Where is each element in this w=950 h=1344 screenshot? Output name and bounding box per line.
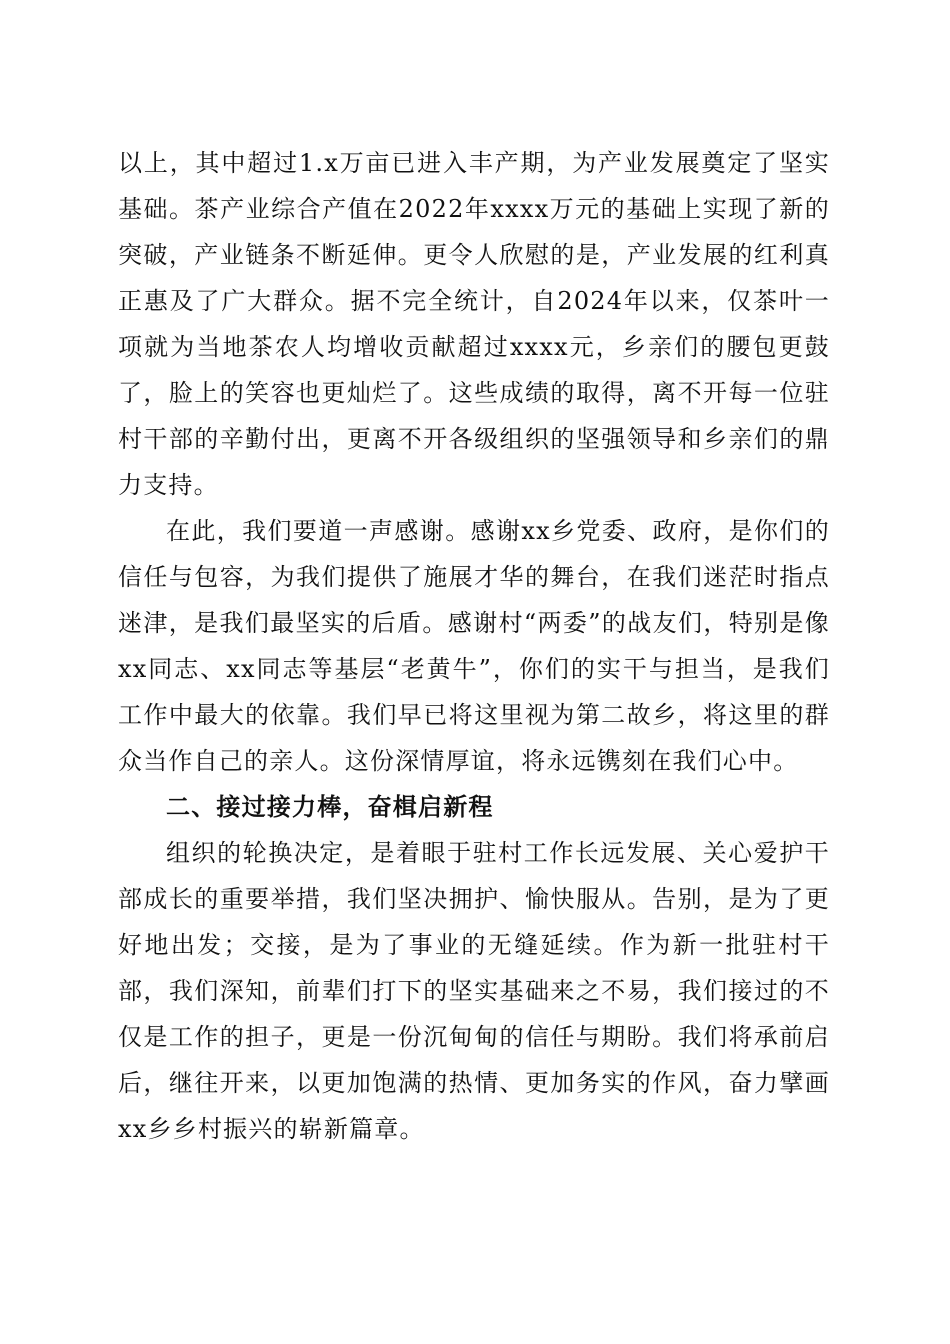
paragraph-achievements: 以上，其中超过1.x万亩已进入丰产期，为产业发展奠定了坚实基础。茶产业综合产值在2022年xxxx万元的基础上实现了新的突破，产业链条不断延伸。更令人欣慰的是，产业发展的红利真正惠及了广大群众。据不完全统计，自2024年以来，仅茶叶一项就为当地茶农人均增收贡献超过xxxx元，乡亲们的腰包更鼓了，脸上的笑容也更灿烂了。这些成绩的取得，离不开每一位驻村干部的辛勤付出，更离不开各级组织的坚强领导和乡亲们的鼎力支持。 [118,149,830,499]
paragraph-handover: 组织的轮换决定，是着眼于驻村工作长远发展、关心爱护干部成长的重要举措，我们坚决拥护、愉快服从。告别，是为了更好地出发；交接，是为了事业的无缝延续。作为新一批驻村干部，我们深知，前辈们打下的坚实基础来之不易，我们接过的不仅是工作的担子，更是一份沉甸甸的信任与期盼。我们将承前启后，继往开来，以更加饱满的热情、更加务实的作风，奋力擘画xx乡乡村振兴的崭新篇章。 [118,839,830,1143]
paragraph-thanks: 在此，我们要道一声感谢。感谢xx乡党委、政府，是你们的信任与包容，为我们提供了施展才华的舞台，在我们迷茫时指点迷津，是我们最坚实的后盾。感谢村“两委”的战友们，特别是像xx同志、xx同志等基层“老黄牛”，你们的实干与担当，是我们工作中最大的依靠。我们早已将这里视为第二故乡，将这里的群众当作自己的亲人。这份深情厚谊，将永远镌刻在我们心中。 [118,517,830,775]
section-heading: 二、接过接力棒，奋楫启新程 [166,793,494,821]
document-body [118,140,830,1152]
